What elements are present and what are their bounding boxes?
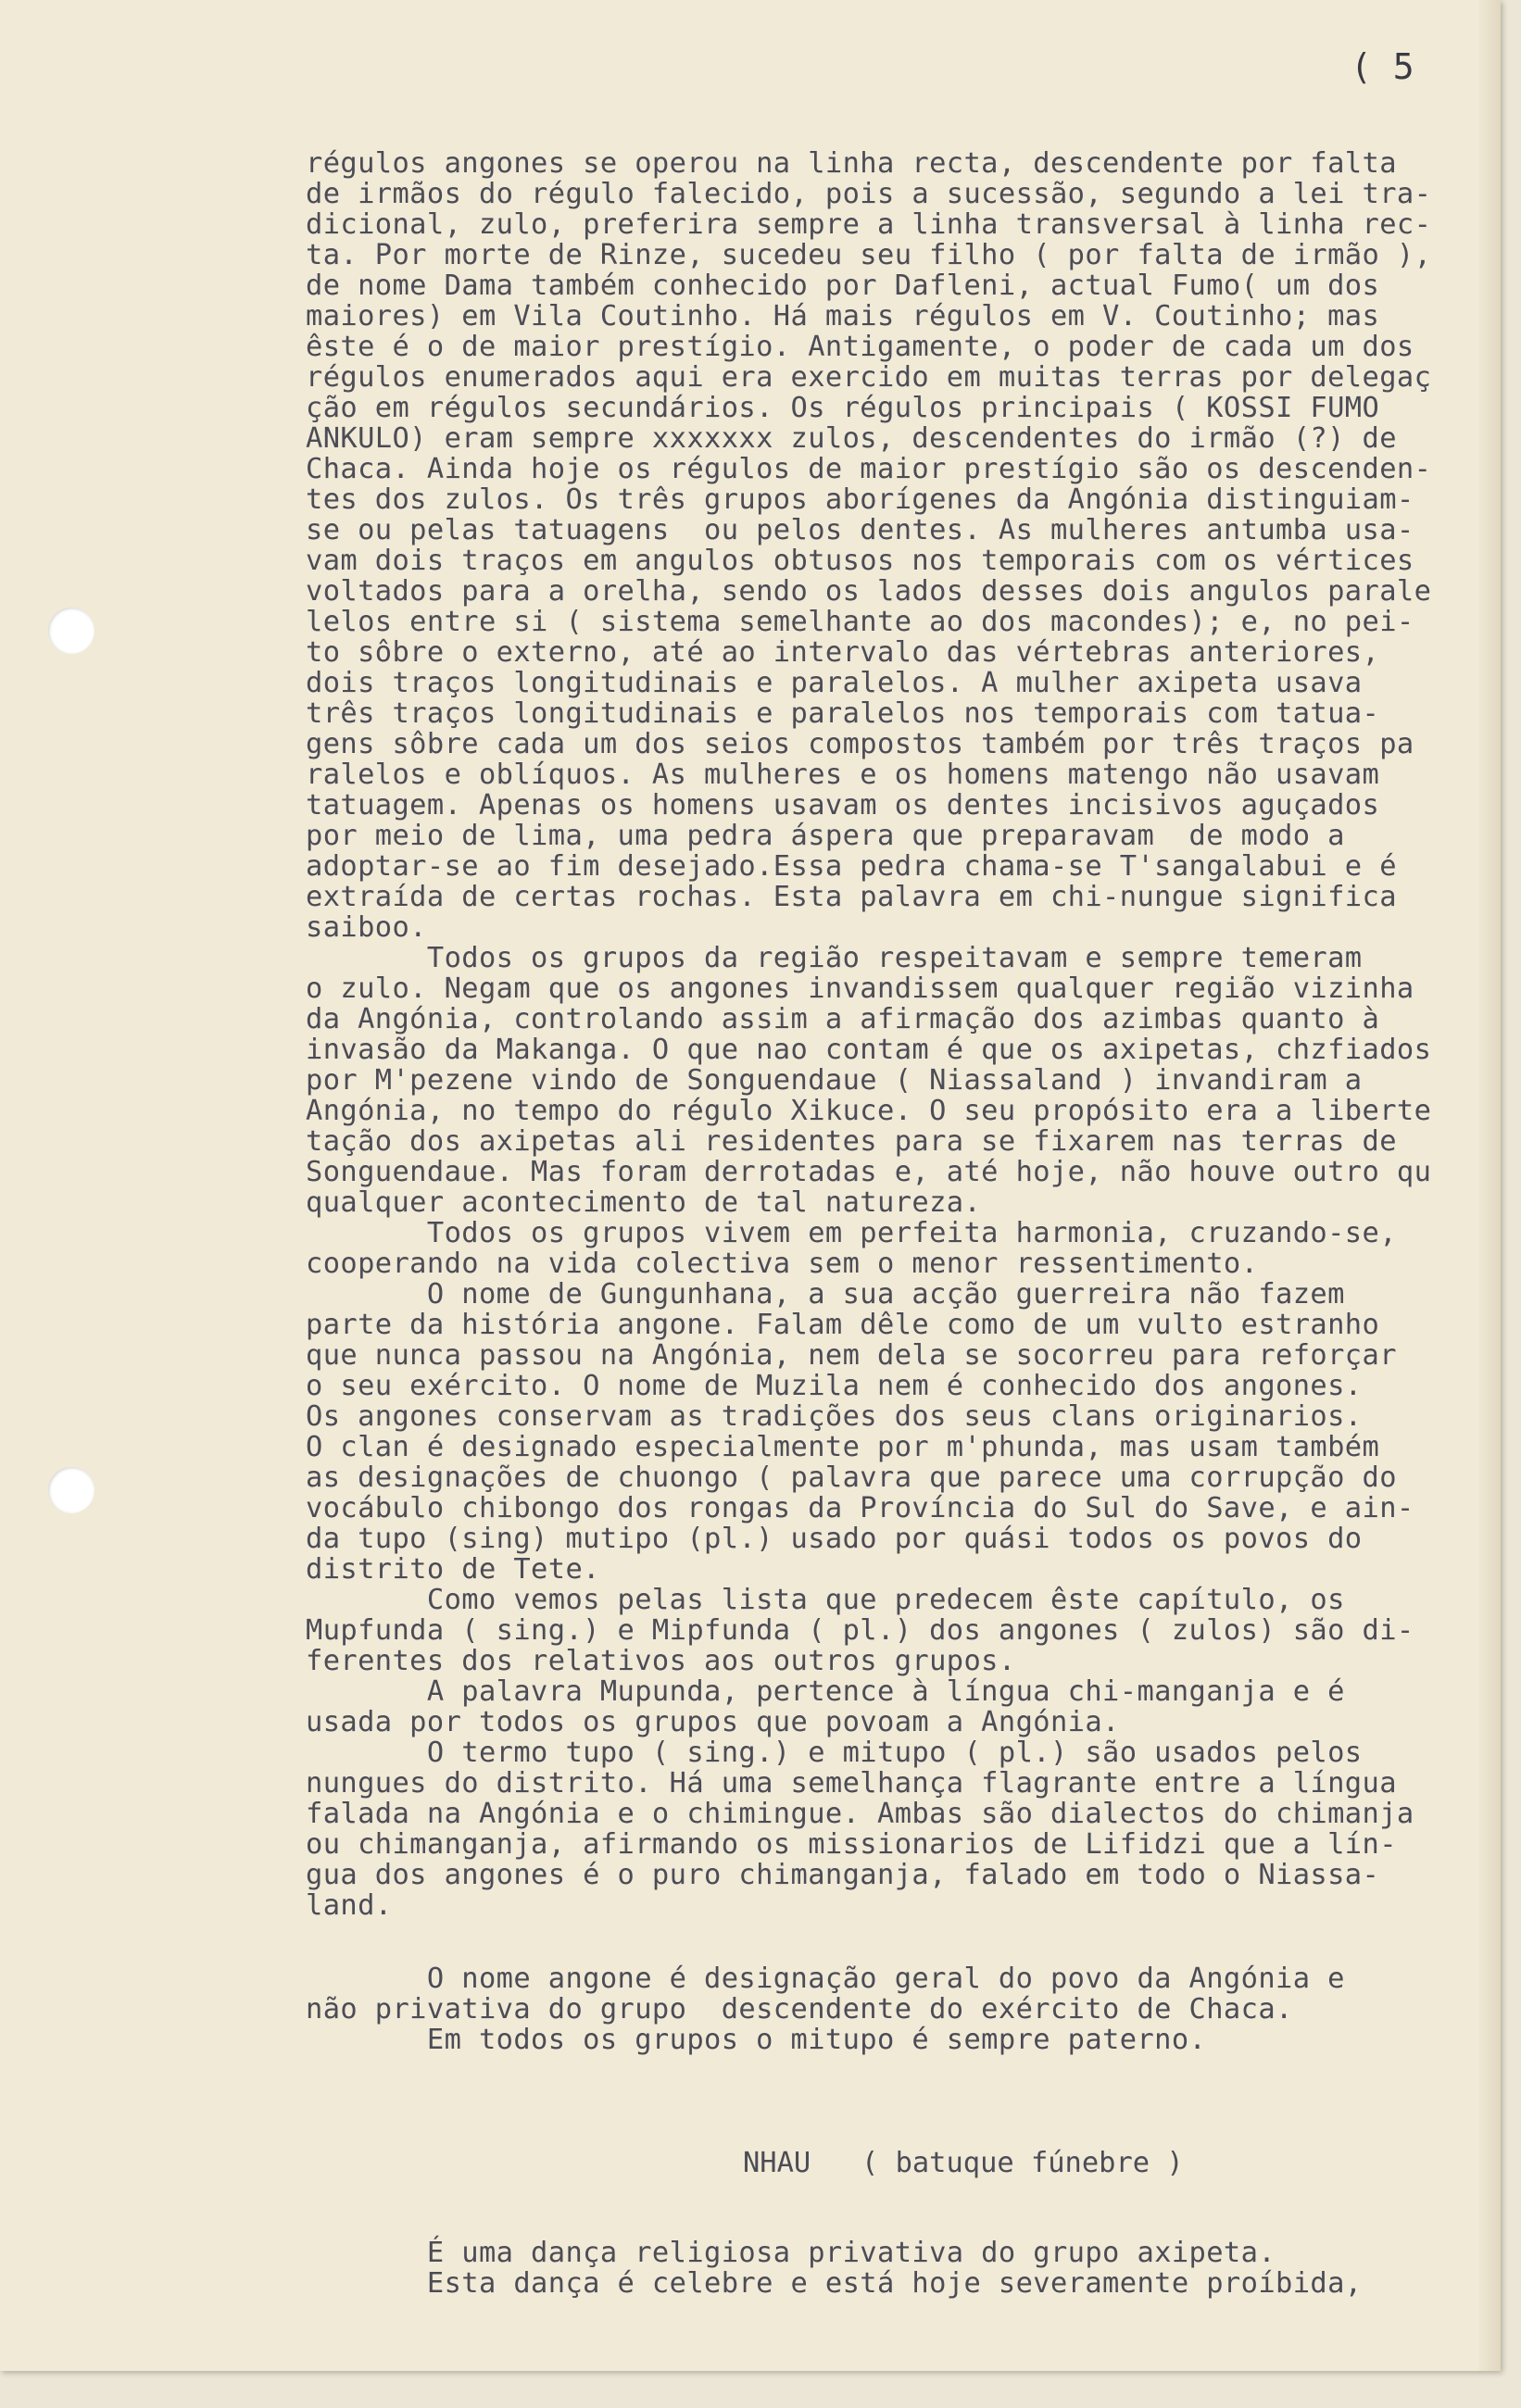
- section-text: [306, 2238, 1363, 2299]
- text-line: Esta dança é celebre e está hoje severamente proíbida,: [306, 2267, 1363, 2300]
- text-line: dicional, zulo, preferira sempre a linha transversal à linha rec-: [306, 208, 1432, 241]
- text-line: por M'pezene vindo de Songuendaue ( Niassaland ) invandiram a: [306, 1064, 1363, 1097]
- text-line: O clan é designado especialmente por mꞌphunda, mas usam também: [306, 1431, 1380, 1463]
- text-line: de irmãos do régulo falecido, pois a sucessão, segundo a lei tra-: [306, 178, 1432, 210]
- text-line: Angónia, no tempo do régulo Xikuce. O seu propósito era a liberte: [306, 1095, 1432, 1127]
- text-line: cooperando na vida colectiva sem o menor ressentimento.: [306, 1248, 1259, 1280]
- section-title: NHAU: [743, 2147, 811, 2179]
- text-line: Os angones conservam as tradições dos seus clans originarios.: [306, 1400, 1363, 1433]
- text-line: tação dos axipetas ali residentes para se fixarem nas terras de: [306, 1125, 1397, 1158]
- text-line: falada na Angónia e o chimingue. Ambas são dialectos do chimanja: [306, 1798, 1414, 1830]
- text-line: vocábulo chibongo dos rongas da Província do Sul do Save, e ain-: [306, 1492, 1414, 1524]
- closing-paragraph: [306, 1963, 1345, 2055]
- text-line: da Angónia, controlando assim a afirmação dos azimbas quanto à: [306, 1003, 1380, 1035]
- punch-hole: [48, 608, 94, 654]
- text-line: gua dos angones é o puro chimanganja, falado em todo o Niassa-: [306, 1859, 1380, 1891]
- text-line: adoptar-se ao fim desejado.Essa pedra chama-se T'sangalabui e é: [306, 850, 1397, 883]
- text-line: ção em régulos secundários. Os régulos principais ( KOSSI FUMO: [306, 392, 1380, 424]
- page-number: ( 5: [1351, 46, 1414, 87]
- text-line: da tupo (sing) mutipo (pl.) usado por quási todos os povos do: [306, 1523, 1363, 1555]
- text-line: o zulo. Negam que os angones invandissem qualquer região vizinha: [306, 972, 1414, 1005]
- text-line: ralelos e oblíquos. As mulheres e os homens matengo não usavam: [306, 759, 1380, 791]
- text-line: Mupfunda ( sing.) e Mipfunda ( pl.) dos angones ( zulos) são di-: [306, 1614, 1414, 1647]
- section-subtitle: ( batuque fúnebre ): [861, 2147, 1184, 2179]
- text-line: usada por todos os grupos que povoam a Angónia.: [306, 1706, 1120, 1738]
- text-line: qualquer acontecimento de tal natureza.: [306, 1186, 982, 1219]
- text-line: extraída de certas rochas. Esta palavra em chi-nungue significa: [306, 881, 1397, 913]
- text-line: ANKULO) eram sempre xxxxxxx zulos, descendentes do irmão (?) de: [306, 422, 1397, 455]
- text-line: invasão da Makanga. O que nao contam é que os axipetas, chzfiados: [306, 1034, 1432, 1066]
- text-line: maiores) em Vila Coutinho. Há mais régulos em V. Coutinho; mas: [306, 300, 1380, 332]
- text-line: ta. Por morte de Rinze, sucedeu seu filho ( por falta de irmão ),: [306, 239, 1432, 271]
- text-line: régulos angones se operou na linha recta, descendente por falta: [306, 147, 1397, 180]
- text-line: nungues do distrito. Há uma semelhança flagrante entre a língua: [306, 1767, 1397, 1800]
- text-line: tes dos zulos. Os três grupos aborígenes da Angónia distinguiam-: [306, 483, 1414, 516]
- text-line: voltados para a orelha, sendo os lados desses dois angulos parale: [306, 575, 1432, 608]
- text-line: Como vemos pelas lista que predecem êste capítulo, os: [306, 1584, 1345, 1616]
- text-line: dois traços longitudinais e paralelos. A mulher axipeta usava: [306, 667, 1363, 699]
- text-line: O termo tupo ( sing.) e mitupo ( pl.) são usados pelos: [306, 1737, 1363, 1769]
- text-line: ferentes dos relativos aos outros grupos.: [306, 1645, 1016, 1677]
- text-line: se ou pelas tatuagens ou pelos dentes. As mulheres antumba usa-: [306, 514, 1414, 546]
- text-line: o seu exército. O nome de Muzila nem é conhecido dos angones.: [306, 1370, 1363, 1402]
- text-line: land.: [306, 1889, 393, 1922]
- text-line: saiboo.: [306, 911, 427, 944]
- text-line: tatuagem. Apenas os homens usavam os dentes incisivos aguçados: [306, 789, 1380, 821]
- text-line: êste é o de maior prestígio. Antigamente, o poder de cada um dos: [306, 331, 1414, 363]
- body-text: [306, 148, 1431, 1921]
- text-line: as designações de chuongo ( palavra que parece uma corrupção do: [306, 1461, 1397, 1494]
- text-line: três traços longitudinais e paralelos nos temporais com tatua-: [306, 697, 1380, 730]
- text-line: não privativa do grupo descendente do exército de Chaca.: [306, 1993, 1293, 2025]
- text-line: que nunca passou na Angónia, nem dela se socorreu para reforçar: [306, 1339, 1397, 1372]
- text-line: Todos os grupos vivem em perfeita harmonia, cruzando-se,: [306, 1217, 1397, 1249]
- text-line: ou chimanganja, afirmando os missionarios de Lifidzi que a lín-: [306, 1828, 1397, 1861]
- text-line: régulos enumerados aqui era exercido em muitas terras por delegaç: [306, 361, 1432, 394]
- text-line: lelos entre si ( sistema semelhante ao dos macondes); e, no pei-: [306, 606, 1414, 638]
- text-line: de nome Dama também conhecido por Dafleni, actual Fumo( um dos: [306, 270, 1380, 302]
- text-line: por meio de lima, uma pedra áspera que preparavam de modo a: [306, 820, 1345, 852]
- text-line: Todos os grupos da região respeitavam e sempre temeram: [306, 942, 1363, 974]
- text-line: Songuendaue. Mas foram derrotadas e, até hoje, não houve outro qu: [306, 1156, 1432, 1188]
- section-heading: [306, 2147, 1232, 2184]
- text-line: to sôbre o externo, até ao intervalo das vértebras anteriores,: [306, 636, 1380, 669]
- text-line: O nome angone é designação geral do povo da Angónia e: [306, 1963, 1345, 1995]
- text-line: gens sôbre cada um dos seios compostos também por três traços pa: [306, 728, 1414, 760]
- punch-hole: [48, 1467, 94, 1513]
- text-line: vam dois traços em angulos obtusos nos temporais com os vértices: [306, 545, 1414, 577]
- text-line: distrito de Tete.: [306, 1553, 600, 1586]
- text-line: O nome de Gungunhana, a sua acção guerreira não fazem: [306, 1278, 1345, 1311]
- text-line: A palavra Mupunda, pertence à língua chi-manganja e é: [306, 1675, 1345, 1708]
- text-line: parte da história angone. Falam dêle como de um vulto estranho: [306, 1309, 1380, 1341]
- text-line: É uma dança religiosa privativa do grupo axipeta.: [306, 2237, 1276, 2269]
- text-line: Chaca. Ainda hoje os régulos de maior prestígio são os descenden-: [306, 453, 1432, 485]
- text-line: Em todos os grupos o mitupo é sempre paterno.: [306, 2024, 1207, 2056]
